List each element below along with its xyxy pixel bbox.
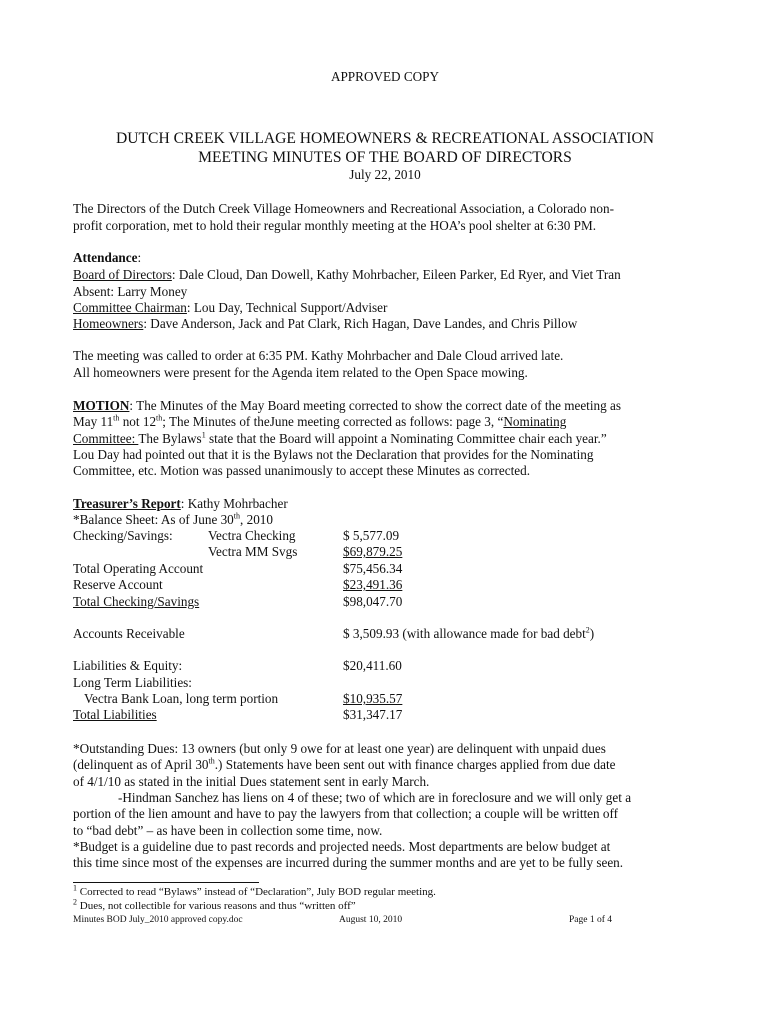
total-liab-label: Total Liabilities	[73, 707, 157, 722]
total-checking-label: Total Checking/Savings	[73, 594, 200, 609]
motion-line-2	[73, 413, 566, 430]
meeting-date: July 22, 2010	[349, 167, 421, 182]
footnote-2-text: Dues, not collectible for various reasons and thus “written off”	[77, 900, 356, 912]
ar-close: )	[589, 626, 595, 641]
motion-l2-sup2: th	[156, 413, 163, 423]
liab-equity-amount: $20,411.60	[343, 658, 402, 673]
motion-label: MOTION	[73, 398, 130, 413]
motion-l2-sup1: th	[113, 413, 120, 423]
dues-line-6: to “bad debt” – as have been in collection some time, now.	[73, 823, 383, 838]
footer-filename: Minutes BOD July_2010 approved copy.doc	[73, 915, 243, 925]
reserve-amount: $23,491.36	[343, 577, 403, 592]
attendance-colon: :	[137, 250, 142, 265]
dues-line-2	[73, 756, 616, 773]
vectra-mm-label: Vectra MM Svgs	[208, 544, 298, 559]
long-term-label: Long Term Liabilities:	[73, 675, 192, 690]
dues-line-4: -Hindman Sanchez has liens on 4 of these; two of which are in foreclosure and we will only get a	[118, 790, 632, 805]
motion-l3-a: Committee:	[73, 431, 139, 446]
attendance-board	[73, 266, 621, 283]
motion-l2-d: Nominating	[503, 414, 567, 429]
loan-amount: $10,935.57	[343, 691, 403, 706]
motion-line-4: Lou Day had pointed out that it is the Bylaws not the Declaration that provides for the Nominating	[73, 447, 594, 462]
treasurer-name: : Kathy Mohrbacher	[180, 496, 288, 511]
intro-line-1: The Directors of the Dutch Creek Village Homeowners and Recreational Association, a Colorado non-	[73, 201, 614, 216]
motion-line-3	[73, 430, 607, 447]
motion-line-5: Committee, etc. Motion was passed unanimously to accept these Minutes as corrected.	[73, 463, 531, 478]
approved-copy-label: APPROVED COPY	[330, 69, 440, 84]
motion-l2-a: May 11	[73, 414, 114, 429]
balance-a: *Balance Sheet: As of June 30	[73, 512, 234, 527]
homeowners-members: : Dave Anderson, Jack and Pat Clark, Rich Hagan, Dave Landes, and Chris Pillow	[143, 316, 578, 331]
footer-page-number: Page 1 of 4	[569, 915, 613, 925]
total-checking-amount: $98,047.70	[343, 594, 403, 609]
treasurer-heading	[73, 495, 288, 512]
footer-date: August 10, 2010	[339, 915, 403, 925]
intro-line-2: profit corporation, met to hold their regular monthly meeting at the HOA’s pool shelter at 6:30 PM.	[73, 218, 597, 233]
footnote-1-num: 1	[73, 883, 77, 893]
ar-amount	[343, 625, 594, 642]
ar-label: Accounts Receivable	[73, 626, 185, 641]
vectra-checking-label: Vectra Checking	[208, 528, 296, 543]
attendance-absent: Absent: Larry Money	[73, 284, 188, 299]
title-line-1: DUTCH CREEK VILLAGE HOMEOWNERS & RECREATIONAL ASSOCIATION	[116, 130, 654, 147]
motion-l3-b: The Bylaws	[138, 431, 202, 446]
footnote-1	[73, 883, 436, 899]
total-liab-amount: $31,347.17	[343, 707, 403, 722]
ar-amount-text: $ 3,509.93 (with allowance made for bad debt	[343, 626, 586, 641]
balance-sheet-line	[73, 511, 273, 528]
checking-savings-label: Checking/Savings:	[73, 528, 173, 543]
attendance-heading-text: Attendance	[73, 250, 138, 265]
attendance-committee	[73, 299, 387, 316]
motion-text-1: : The Minutes of the May Board meeting corrected to show the correct date of the meeting as	[129, 398, 621, 413]
call-to-order-line-1: The meeting was called to order at 6:35 PM. Kathy Mohrbacher and Dale Cloud arrived late.	[73, 348, 564, 363]
attendance-heading	[73, 249, 141, 266]
footnote-rule	[73, 882, 259, 883]
footnote-2-num: 2	[73, 897, 77, 907]
board-label: Board of Directors	[73, 267, 172, 282]
reserve-label: Reserve Account	[73, 577, 163, 592]
committee-members: : Lou Day, Technical Support/Adviser	[186, 300, 388, 315]
dues-line-8: this time since most of the expenses are incurred during the summer months and are yet to be fully seen.	[73, 855, 624, 870]
motion-line-1	[73, 397, 621, 414]
dues-l2-b: .) Statements have been sent out with finance charges applied from due date	[214, 757, 616, 772]
dues-line-7: *Budget is a guideline due to past records and projected needs. Most departments are below budget at	[73, 839, 611, 854]
total-operating-amount: $75,456.34	[343, 561, 403, 576]
board-members: : Dale Cloud, Dan Dowell, Kathy Mohrbacher, Eileen Parker, Ed Ryer, and Viet Tran	[171, 267, 621, 282]
dues-line-3: of 4/1/10 as stated in the initial Dues statement sent in early March.	[73, 774, 430, 789]
committee-label: Committee Chairman	[73, 300, 187, 315]
dues-l2-sup: th	[208, 756, 215, 766]
footnote-2	[73, 897, 356, 913]
attendance-homeowners	[73, 315, 577, 332]
motion-l3-sup: 1	[201, 430, 206, 440]
call-to-order-line-2: All homeowners were present for the Agenda item related to the Open Space mowing.	[73, 365, 528, 380]
vectra-checking-amount: $ 5,577.09	[343, 528, 400, 543]
motion-l3-c: state that the Board will appoint a Nominating Committee chair each year.”	[205, 431, 607, 446]
total-operating-label: Total Operating Account	[73, 561, 204, 576]
treasurer-label: Treasurer’s Report	[73, 496, 181, 511]
motion-l2-b: not 12	[119, 414, 157, 429]
dues-line-5: portion of the lien amount and have to pay the lawyers from that collection; a couple will be written off	[73, 806, 619, 821]
balance-sup: th	[233, 511, 241, 521]
vectra-mm-amount: $69,879.25	[343, 544, 403, 559]
dues-l2-a: (delinquent as of April 30	[73, 757, 209, 772]
dues-line-1: *Outstanding Dues: 13 owners (but only 9 owe for at least one year) are delinquent with unpaid dues	[73, 741, 606, 756]
loan-label: Vectra Bank Loan, long term portion	[84, 691, 279, 706]
balance-b: , 2010	[240, 512, 273, 527]
liab-equity-label: Liabilities & Equity:	[73, 658, 183, 673]
motion-l2-c: ; The Minutes of theJune meeting corrected as follows: page 3, “	[162, 414, 504, 429]
footnote-1-text: Corrected to read “Bylaws” instead of “Declaration”, July BOD regular meeting.	[77, 886, 436, 898]
ar-sup: 2	[585, 625, 590, 635]
title-line-2: MEETING MINUTES OF THE BOARD OF DIRECTORS	[198, 149, 572, 166]
homeowners-label: Homeowners	[73, 316, 144, 331]
